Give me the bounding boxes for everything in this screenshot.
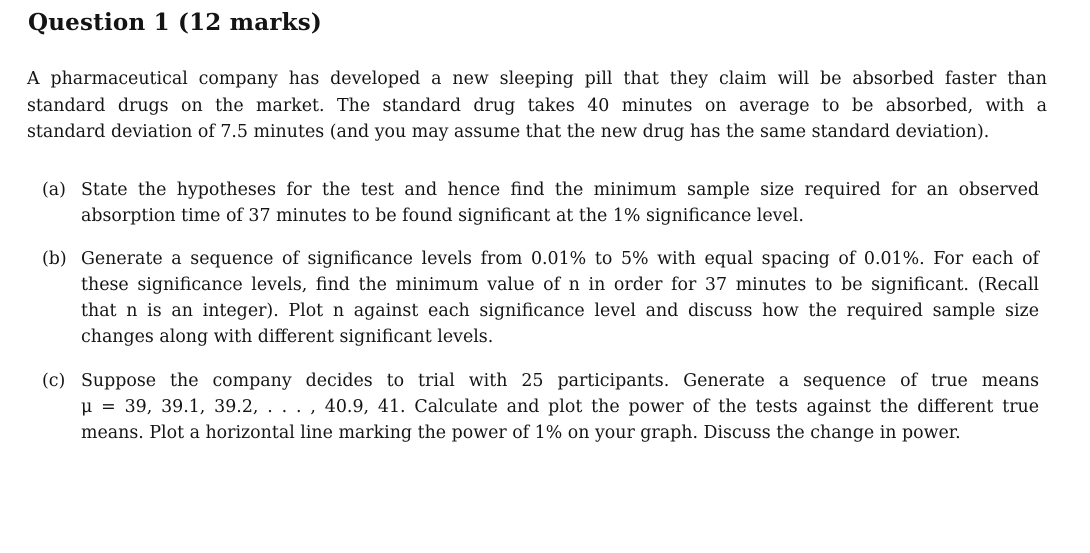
part-body [81, 368, 1039, 446]
part-line: changes along with different significant levels. [81, 327, 494, 347]
part-line: μ = 39, 39.1, 39.2, . . . , 40.9, 41. Calculate and plot the power of the tests against the different true [81, 397, 1039, 417]
intro-line: standard drugs on the market. The standard drug takes 40 minutes on average to be absorbed, with a [27, 95, 1047, 116]
question-intro [27, 66, 1047, 146]
part-line: State the hypotheses for the test and hence find the minimum sample size required for an observed [81, 180, 1039, 200]
part-line: means. Plot a horizontal line marking the power of 1% on your graph. Discuss the change in power. [81, 423, 961, 443]
part-label: (c) [42, 371, 66, 391]
intro-line: A pharmaceutical company has developed a new sleeping pill that they claim will be absorbed faster than [27, 69, 1047, 89]
part-line: Suppose the company decides to trial with 25 participants. Generate a sequence of true means [81, 371, 1039, 391]
question-heading: Question 1 (12 marks) [28, 9, 323, 36]
part-body [81, 177, 1039, 229]
part-body [81, 246, 1039, 350]
part-line: Generate a sequence of significance levels from 0.01% to 5% with equal spacing of 0.01%. For each of [81, 249, 1039, 269]
part-line: that n is an integer). Plot n against each significance level and discuss how the required sample size [81, 301, 1039, 321]
intro-line: standard deviation of 7.5 minutes (and you may assume that the new drug has the same standard deviation). [27, 122, 990, 142]
part-label: (a) [42, 180, 66, 200]
part-line: these significance levels, find the minimum value of n in order for 37 minutes to be significant. (Recall [81, 275, 1039, 295]
part-label: (b) [42, 249, 67, 269]
part-line: absorption time of 37 minutes to be found significant at the 1% significance level. [81, 206, 804, 226]
